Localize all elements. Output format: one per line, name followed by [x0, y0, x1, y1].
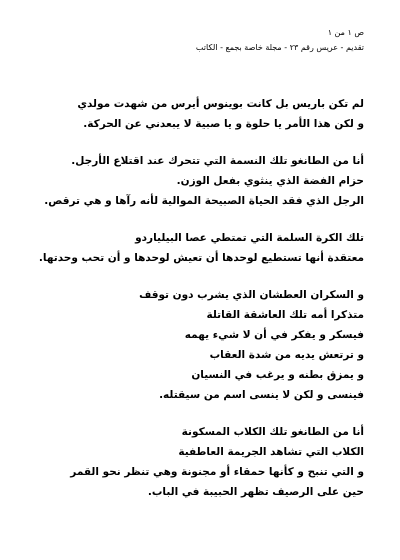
poem-line: حين على الرصيف تظهر الحبيبة في الباب. — [147, 486, 364, 498]
poem-line: و ترتعش يديه من شدة العقاب — [209, 349, 364, 361]
poem-line: حزام الفضة الذي ينثوي بفعل الوزن. — [176, 175, 364, 187]
stanza — [24, 151, 364, 211]
poem-line: و السكران العطشان الذي يشرب دون توقف — [139, 289, 364, 301]
poem-line: متذكرا أمه تلك العاشقة القاتلة — [206, 309, 364, 321]
poem-line: الكلاب التي تشاهد الجريمة العاطفية — [178, 446, 364, 458]
poem-line: و يمزق بطنه و يرغب في النسيان — [191, 369, 364, 381]
stanza — [24, 285, 364, 405]
page-header: تقديم - عريس رقم ٢٣ - مجلة خاصة بجمع - الكاتب — [195, 43, 364, 52]
poem-line: أنا من الطانغو تلك النسمة التي تتحرك عند اقتلاع الأرجل. — [71, 155, 364, 167]
poem-line: الرجل الذي فقد الحياة الصبيحة الموالية لأنه رآها و هي ترقص. — [44, 195, 364, 207]
poem-line: لم تكن باريس بل كانت بوينوس أيرس من شهدت مولدي — [77, 98, 364, 110]
page-number: ص ١ من ١ — [327, 28, 364, 37]
poem-line: و التي تنبح و كأنها حمقاء أو مجنونة وهي تنظر نحو القمر — [70, 466, 364, 478]
stanza — [24, 422, 364, 502]
poem-line: أنا من الطانغو تلك الكلاب المسكونة — [181, 426, 364, 438]
stanza — [24, 94, 364, 134]
poem-line: معتقدة أنها تستطيع لوحدها أن تعيش لوحدها و أن تحب وحدتها. — [38, 252, 364, 264]
poem-line: فيسكر و يفكر في أن لا شيء يهمه — [184, 329, 364, 341]
stanza — [24, 228, 364, 268]
poem-line: فينسى و لكن لا ينسى اسم من سيقتله. — [159, 389, 364, 401]
poem-line: و لكن هذا الأمر يا حلوة و يا صبية لا يبعدني عن الحركة. — [83, 118, 364, 130]
poem-body — [24, 94, 364, 519]
poem-line: تلك الكرة السلمة التي تمتطي عصا البيلياردو — [135, 232, 364, 244]
